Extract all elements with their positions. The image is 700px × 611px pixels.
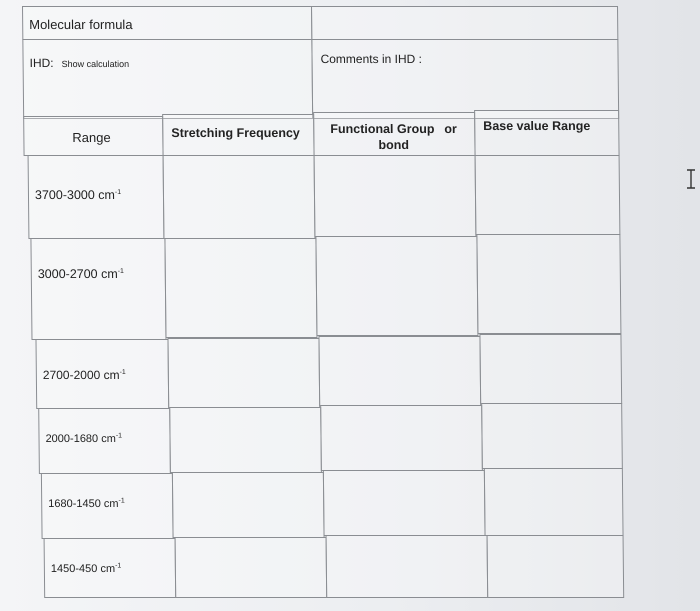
- base-value-header: [474, 110, 619, 156]
- stretching-cell: [167, 338, 320, 408]
- range-header-label: Range: [72, 130, 111, 145]
- base-value-cell: [479, 334, 622, 404]
- range-value: 1680-1450 $cm^{-1}$: [48, 497, 125, 510]
- functional-group-cell: [318, 336, 481, 406]
- or-label: or: [444, 122, 457, 136]
- range-value: 3000-2700 $cm^{-1}$: [37, 267, 124, 281]
- stretching-cell: [172, 472, 325, 538]
- range-header: [23, 116, 163, 156]
- molecular-formula-label: Molecular formula: [29, 17, 133, 32]
- functional-group-cell: [326, 535, 489, 598]
- base-value-cell: [476, 234, 621, 334]
- molecular-formula-value-cell: [311, 6, 618, 40]
- stretching-header-label: Stretching Frequency: [171, 126, 300, 140]
- functional-group-label: Functional Group: [330, 122, 435, 136]
- stretching-cell: [169, 407, 322, 473]
- comments-cell: [311, 39, 619, 119]
- ihd-hint: Show calculation: [61, 59, 130, 69]
- base-value-cell: [481, 403, 623, 469]
- functional-group-cell: [323, 470, 486, 536]
- base-value-cell: [484, 468, 624, 536]
- functional-group-cell: [320, 405, 483, 471]
- base-value-cell: [487, 535, 625, 598]
- functional-group-cell: [315, 236, 478, 336]
- functional-group-cell: [314, 155, 477, 237]
- stretching-cell: [164, 238, 317, 338]
- ihd-cell: [22, 39, 313, 119]
- ir-analysis-table: [22, 6, 624, 598]
- stretching-header: [162, 114, 314, 156]
- stretching-cell: [163, 155, 316, 239]
- comments-label: Comments in IHD :: [320, 52, 422, 66]
- range-value: 1450-450 $cm^{-1}$: [50, 562, 122, 575]
- range-value: 2000-1680 $cm^{-1}$: [45, 432, 123, 445]
- ihd-label: IHD:: [29, 56, 54, 70]
- range-cell: [38, 408, 171, 474]
- range-cell: [30, 238, 166, 340]
- molecular-formula-cell: [22, 6, 312, 40]
- range-value: 2700-2000 $cm^{-1}$: [42, 368, 126, 382]
- range-value: 3700-3000 $cm^{-1}$: [34, 188, 122, 202]
- range-cell: [35, 339, 169, 409]
- base-value-label: Base value Range: [483, 119, 591, 133]
- range-cell: [41, 473, 174, 539]
- text-cursor-icon: [684, 168, 698, 190]
- base-value-cell: [475, 155, 621, 235]
- stretching-cell: [175, 537, 328, 598]
- range-cell: [28, 155, 165, 239]
- range-cell: [44, 538, 177, 598]
- functional-group-header: [313, 112, 475, 156]
- bond-label: bond: [378, 138, 410, 152]
